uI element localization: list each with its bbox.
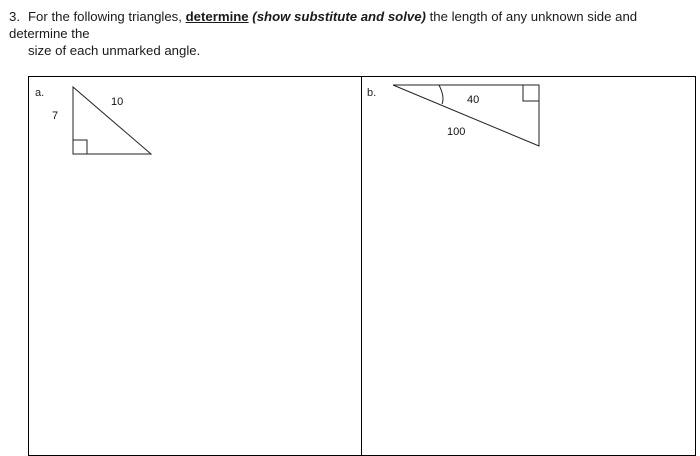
question-number: 3. — [9, 9, 20, 24]
question-intro: For the following triangles, — [28, 9, 186, 24]
question-keyword: determine — [185, 9, 249, 24]
triangle-b-hypotenuse: 100 — [447, 126, 466, 138]
question-instruction: (show substitute and solve) — [252, 9, 426, 24]
triangle-b-right-angle-mark — [523, 85, 539, 101]
answer-grid — [28, 76, 696, 456]
question-text — [9, 8, 694, 59]
part-b-label: b. — [367, 87, 377, 99]
part-a-label: a. — [35, 87, 45, 99]
question-line-2: size of each unmarked angle. — [28, 43, 201, 58]
triangle-a-hypotenuse: 10 — [111, 96, 124, 108]
triangle-b-angle-label: 40 — [467, 94, 480, 106]
triangle-b-angle-arc — [439, 85, 443, 104]
triangle-a-vertical-side: 7 — [52, 110, 59, 122]
triangle-b-shape — [393, 85, 539, 146]
question-rest: the length of any unknown side and determine the — [9, 9, 638, 41]
triangle-b — [29, 77, 697, 197]
